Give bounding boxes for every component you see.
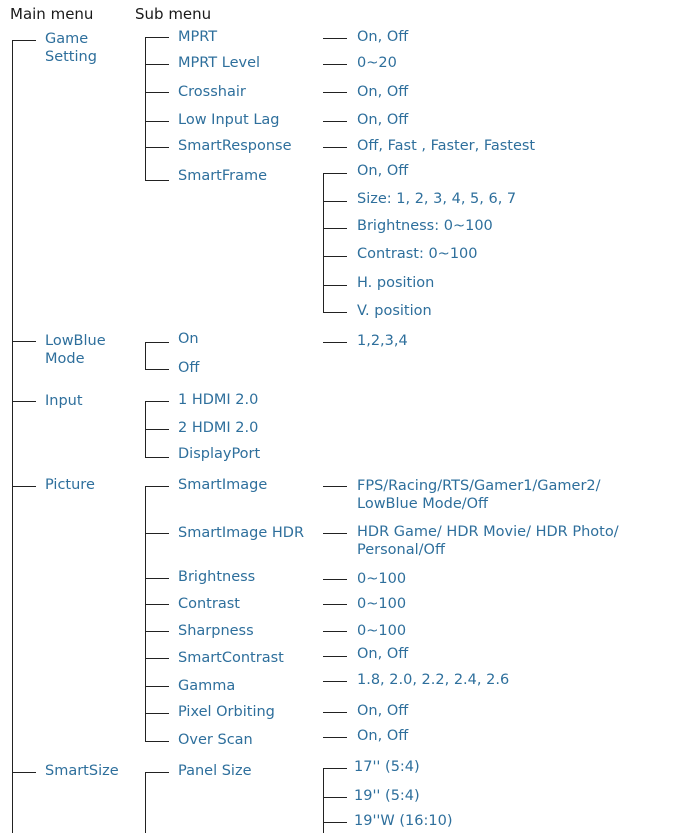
- main-item-game-setting-line1[interactable]: Game: [45, 31, 89, 47]
- sub-item-gamma[interactable]: Gamma: [178, 678, 236, 694]
- branch-line: [323, 92, 347, 93]
- option-low-input-lag: On, Off: [357, 112, 409, 128]
- branch-line: [145, 713, 169, 714]
- branch-line: [323, 312, 347, 313]
- branch-line: [323, 342, 347, 343]
- option-smartframe-vpos: V. position: [357, 303, 432, 319]
- branch-line: [323, 737, 347, 738]
- branch-line: [323, 201, 347, 202]
- branch-line: [12, 772, 36, 773]
- option-smartimage-line1: FPS/Racing/RTS/Gamer1/Gamer2/: [357, 478, 601, 494]
- main-item-lowblue-line1[interactable]: LowBlue: [45, 333, 106, 349]
- branch-line: [145, 631, 169, 632]
- branch-line: [323, 121, 347, 122]
- branch-line: [145, 486, 169, 487]
- option-smartframe-onoff: On, Off: [357, 163, 409, 179]
- branch-line: [145, 92, 169, 93]
- sub-item-smartresponse[interactable]: SmartResponse: [178, 138, 292, 154]
- main-item-picture[interactable]: Picture: [45, 477, 95, 493]
- sub-item-smartframe[interactable]: SmartFrame: [178, 168, 268, 184]
- branch-line: [323, 712, 347, 713]
- branch-line: [323, 228, 347, 229]
- branch-line: [323, 604, 347, 605]
- option-contrast: 0~100: [357, 596, 407, 612]
- option-smartcontrast: On, Off: [357, 646, 409, 662]
- main-trunk-line: [12, 40, 13, 833]
- branch-line: [145, 533, 169, 534]
- sub-item-input-hdmi1[interactable]: 1 HDMI 2.0: [178, 392, 259, 408]
- branch-line: [145, 147, 169, 148]
- sub-item-input-hdmi2[interactable]: 2 HDMI 2.0: [178, 420, 259, 436]
- sub-item-sharpness[interactable]: Sharpness: [178, 623, 254, 639]
- option-mprt: On, Off: [357, 29, 409, 45]
- branch-line: [323, 173, 347, 174]
- sub-trunk-smartsize: [145, 772, 146, 833]
- branch-line: [145, 457, 169, 458]
- option-panel-size-17: 17'' (5:4): [354, 759, 420, 775]
- option-smartresponse: Off, Fast , Faster, Fastest: [357, 138, 536, 154]
- branch-line: [323, 681, 347, 682]
- main-item-smartsize[interactable]: SmartSize: [45, 763, 119, 779]
- branch-line: [145, 121, 169, 122]
- main-menu-header: Main menu: [10, 5, 94, 23]
- branch-line: [145, 741, 169, 742]
- branch-line: [323, 38, 347, 39]
- option-brightness: 0~100: [357, 571, 407, 587]
- main-item-input[interactable]: Input: [45, 393, 83, 409]
- sub-menu-header: Sub menu: [135, 5, 212, 23]
- sub-item-smartimage-hdr[interactable]: SmartImage HDR: [178, 525, 305, 541]
- main-item-lowblue-line2[interactable]: Mode: [45, 351, 85, 367]
- sub-trunk-lowblue: [145, 342, 146, 369]
- sub-item-brightness[interactable]: Brightness: [178, 569, 256, 585]
- smartframe-options-trunk: [323, 173, 324, 312]
- branch-line: [12, 40, 36, 41]
- sub-item-lowblue-on[interactable]: On: [178, 331, 199, 347]
- sub-item-smartimage[interactable]: SmartImage: [178, 477, 268, 493]
- branch-line: [323, 256, 347, 257]
- sub-item-contrast[interactable]: Contrast: [178, 596, 240, 612]
- branch-line: [145, 578, 169, 579]
- branch-line: [145, 429, 169, 430]
- branch-line: [323, 533, 347, 534]
- branch-line: [145, 686, 169, 687]
- option-over-scan: On, Off: [357, 728, 409, 744]
- option-pixel-orbiting: On, Off: [357, 703, 409, 719]
- branch-line: [12, 401, 36, 402]
- branch-line: [323, 768, 347, 769]
- sub-item-smartcontrast[interactable]: SmartContrast: [178, 650, 284, 666]
- branch-line: [323, 579, 347, 580]
- branch-line: [323, 822, 347, 823]
- branch-line: [323, 631, 347, 632]
- branch-line: [145, 772, 169, 773]
- branch-line: [12, 486, 36, 487]
- branch-line: [145, 369, 169, 370]
- branch-line: [145, 37, 169, 38]
- sub-trunk-game-setting: [145, 37, 146, 180]
- branch-line: [145, 604, 169, 605]
- branch-line: [12, 341, 36, 342]
- option-smartimage-line2: LowBlue Mode/Off: [357, 496, 489, 512]
- sub-item-input-displayport[interactable]: DisplayPort: [178, 446, 261, 462]
- sub-item-over-scan[interactable]: Over Scan: [178, 732, 253, 748]
- option-smartframe-brightness: Brightness: 0~100: [357, 218, 493, 234]
- option-crosshair: On, Off: [357, 84, 409, 100]
- option-gamma: 1.8, 2.0, 2.2, 2.4, 2.6: [357, 672, 510, 688]
- sub-item-crosshair[interactable]: Crosshair: [178, 84, 246, 100]
- branch-line: [323, 64, 347, 65]
- branch-line: [145, 658, 169, 659]
- sub-item-mprt[interactable]: MPRT: [178, 29, 218, 45]
- option-smartimage-hdr-line1: HDR Game/ HDR Movie/ HDR Photo/: [357, 524, 619, 540]
- branch-line: [145, 401, 169, 402]
- option-sharpness: 0~100: [357, 623, 407, 639]
- option-smartframe-size: Size: 1, 2, 3, 4, 5, 6, 7: [357, 191, 517, 207]
- option-smartimage-hdr-line2: Personal/Off: [357, 542, 445, 558]
- branch-line: [323, 147, 347, 148]
- sub-item-low-input-lag[interactable]: Low Input Lag: [178, 112, 280, 128]
- option-panel-size-19w: 19''W (16:10): [354, 813, 453, 829]
- branch-line: [145, 342, 169, 343]
- branch-line: [145, 180, 169, 181]
- sub-item-mprt-level[interactable]: MPRT Level: [178, 55, 261, 71]
- option-smartframe-contrast: Contrast: 0~100: [357, 246, 478, 262]
- branch-line: [323, 486, 347, 487]
- option-smartframe-hpos: H. position: [357, 275, 435, 291]
- sub-item-lowblue-off[interactable]: Off: [178, 360, 200, 376]
- main-item-game-setting-line2[interactable]: Setting: [45, 49, 97, 65]
- option-mprt-level: 0~20: [357, 55, 397, 71]
- branch-line: [323, 285, 347, 286]
- panel-size-options-trunk: [323, 768, 324, 833]
- sub-item-pixel-orbiting[interactable]: Pixel Orbiting: [178, 704, 275, 720]
- option-panel-size-19: 19'' (5:4): [354, 788, 420, 804]
- option-lowblue-levels: 1,2,3,4: [357, 333, 408, 349]
- sub-item-panel-size[interactable]: Panel Size: [178, 763, 252, 779]
- sub-trunk-picture: [145, 486, 146, 741]
- branch-line: [323, 656, 347, 657]
- branch-line: [145, 64, 169, 65]
- branch-line: [323, 797, 347, 798]
